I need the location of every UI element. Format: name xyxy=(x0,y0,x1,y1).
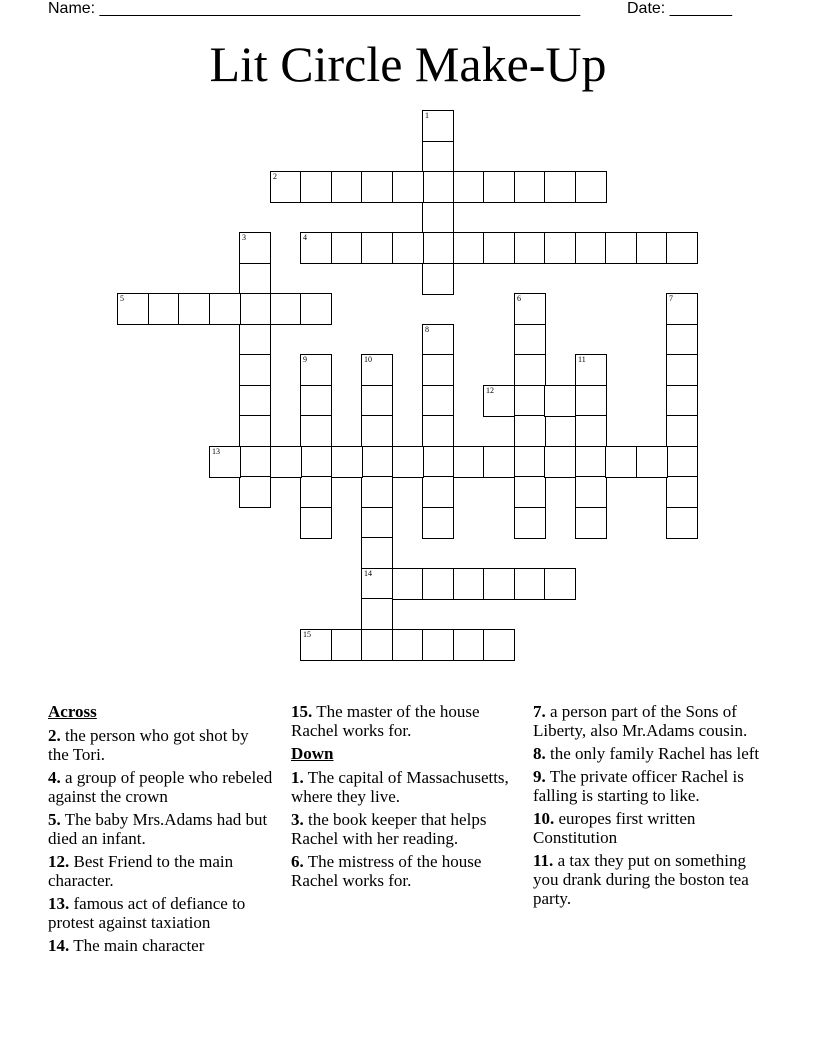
crossword-cell[interactable] xyxy=(331,232,363,264)
clue-across-14: 14. The main character xyxy=(48,936,205,955)
crossword-cell[interactable] xyxy=(514,507,546,539)
clue-column-2 xyxy=(291,702,516,894)
crossword-cell[interactable] xyxy=(422,446,454,478)
clue-across-4: 4. a group of people who rebeled against the crown xyxy=(48,768,273,806)
clue-down-11: 11. a tax they put on something you drank during the boston tea party. xyxy=(533,851,749,908)
crossword-cell[interactable] xyxy=(239,446,271,478)
crossword-cell[interactable] xyxy=(483,171,515,203)
crossword-cell[interactable] xyxy=(422,476,454,508)
cell-number: 3 xyxy=(242,233,246,242)
crossword-cell[interactable] xyxy=(575,171,607,203)
crossword-cell[interactable] xyxy=(575,232,607,264)
clue-down-10: 10. europes first written Constitution xyxy=(533,809,696,847)
crossword-cell[interactable] xyxy=(514,568,546,600)
crossword-cell[interactable] xyxy=(666,232,698,264)
crossword-cell[interactable] xyxy=(239,354,271,386)
crossword-cell[interactable] xyxy=(239,324,271,356)
crossword-cell[interactable] xyxy=(453,568,485,600)
clue-across-13: 13. famous act of defiance to protest against taxiation xyxy=(48,894,246,932)
crossword-cell[interactable] xyxy=(361,385,393,417)
crossword-cell[interactable] xyxy=(575,415,607,447)
crossword-cell[interactable] xyxy=(361,476,393,508)
crossword-cell[interactable] xyxy=(422,507,454,539)
crossword-cell[interactable] xyxy=(300,354,332,386)
crossword-cell[interactable] xyxy=(361,446,393,478)
crossword-cell[interactable] xyxy=(300,629,332,661)
across-heading: Across xyxy=(48,702,97,721)
crossword-cell[interactable] xyxy=(453,232,485,264)
crossword-cell[interactable] xyxy=(544,232,576,264)
down-heading: Down xyxy=(291,744,334,763)
crossword-cell[interactable] xyxy=(514,293,546,325)
crossword-cell[interactable] xyxy=(666,476,698,508)
crossword-cell[interactable] xyxy=(422,568,454,600)
crossword-cell[interactable] xyxy=(300,385,332,417)
crossword-cell[interactable] xyxy=(361,354,393,386)
crossword-cell[interactable] xyxy=(117,293,149,325)
crossword-cell[interactable] xyxy=(666,415,698,447)
crossword-cell[interactable] xyxy=(300,476,332,508)
crossword-cell[interactable] xyxy=(209,293,241,325)
crossword-cell[interactable] xyxy=(239,476,271,508)
cell-number: 14 xyxy=(364,569,372,578)
crossword-cell[interactable] xyxy=(422,171,454,203)
crossword-cell[interactable] xyxy=(239,293,271,325)
crossword-cell[interactable] xyxy=(514,232,546,264)
crossword-cell[interactable] xyxy=(544,171,576,203)
crossword-cell[interactable] xyxy=(361,507,393,539)
crossword-cell[interactable] xyxy=(422,415,454,447)
crossword-cell[interactable] xyxy=(239,232,271,264)
crossword-cell[interactable] xyxy=(392,568,424,600)
crossword-cell[interactable] xyxy=(636,232,668,264)
clue-down-9: 9. The private officer Rachel is falling is starting to like. xyxy=(533,767,744,805)
clue-column-1 xyxy=(48,702,273,959)
crossword-cell[interactable] xyxy=(422,141,454,173)
crossword-cell[interactable] xyxy=(361,171,393,203)
crossword-cell[interactable] xyxy=(361,598,393,630)
crossword-cell[interactable] xyxy=(270,171,302,203)
crossword-cell[interactable] xyxy=(483,629,515,661)
clue-across-12: 12. Best Friend to the main character. xyxy=(48,852,234,890)
crossword-cell[interactable] xyxy=(514,354,546,386)
cell-number: 10 xyxy=(364,355,372,364)
crossword-cell[interactable] xyxy=(514,415,546,447)
crossword-cell[interactable] xyxy=(422,629,454,661)
crossword-cell[interactable] xyxy=(178,293,210,325)
clue-column-3 xyxy=(533,702,773,912)
cell-number: 6 xyxy=(517,294,521,303)
cell-number: 11 xyxy=(578,355,586,364)
crossword-cell[interactable] xyxy=(666,385,698,417)
crossword-cell[interactable] xyxy=(514,171,546,203)
crossword-cell[interactable] xyxy=(422,110,454,142)
cell-number: 2 xyxy=(273,172,277,181)
crossword-cell[interactable] xyxy=(392,232,424,264)
cell-number: 4 xyxy=(303,233,307,242)
clue-down-3: 3. the book keeper that helps Rachel with her reading. xyxy=(291,810,487,848)
crossword-cell[interactable] xyxy=(361,415,393,447)
date-field-line: Date: _______ xyxy=(627,0,732,17)
cell-number: 1 xyxy=(425,111,429,120)
crossword-cell[interactable] xyxy=(209,446,241,478)
crossword-cell[interactable] xyxy=(148,293,180,325)
page-title: Lit Circle Make-Up xyxy=(209,36,607,92)
crossword-cell[interactable] xyxy=(544,385,576,417)
crossword-cell[interactable] xyxy=(453,446,485,478)
crossword-cell[interactable] xyxy=(605,446,637,478)
crossword-cell[interactable] xyxy=(544,568,576,600)
crossword-cell[interactable] xyxy=(270,446,302,478)
crossword-cell[interactable] xyxy=(483,568,515,600)
crossword-cell[interactable] xyxy=(239,263,271,295)
crossword-cell[interactable] xyxy=(666,293,698,325)
crossword-cell[interactable] xyxy=(514,324,546,356)
crossword-cell[interactable] xyxy=(300,446,332,478)
clue-down-1: 1. The capital of Massachusetts, where they live. xyxy=(291,768,509,806)
crossword-cell[interactable] xyxy=(483,446,515,478)
crossword-cell[interactable] xyxy=(270,293,302,325)
crossword-cell[interactable] xyxy=(300,507,332,539)
crossword-cell[interactable] xyxy=(575,385,607,417)
crossword-cell[interactable] xyxy=(575,354,607,386)
cell-number: 12 xyxy=(486,386,494,395)
crossword-cell[interactable] xyxy=(331,629,363,661)
crossword-cell[interactable] xyxy=(422,232,454,264)
crossword-cell[interactable] xyxy=(331,171,363,203)
clue-down-6: 6. The mistress of the house Rachel works for. xyxy=(291,852,482,890)
crossword-cell[interactable] xyxy=(300,293,332,325)
clue-across-2: 2. the person who got shot by the Tori. xyxy=(48,726,249,764)
crossword-cell[interactable] xyxy=(544,446,576,478)
crossword-cell[interactable] xyxy=(422,202,454,234)
crossword-cell[interactable] xyxy=(575,507,607,539)
crossword-cell[interactable] xyxy=(392,629,424,661)
crossword-cell[interactable] xyxy=(453,629,485,661)
crossword-cell[interactable] xyxy=(392,446,424,478)
crossword-cell[interactable] xyxy=(422,324,454,356)
crossword-cell[interactable] xyxy=(361,629,393,661)
crossword-cell[interactable] xyxy=(666,507,698,539)
clue-down-7: 7. a person part of the Sons of Liberty, also Mr.Adams cousin. xyxy=(533,702,748,740)
crossword-cell[interactable] xyxy=(483,385,515,417)
crossword-cell[interactable] xyxy=(483,232,515,264)
crossword-cell[interactable] xyxy=(361,568,393,600)
cell-number: 8 xyxy=(425,325,429,334)
crossword-cell[interactable] xyxy=(575,476,607,508)
clue-across-15: 15. The master of the house Rachel works for. xyxy=(291,702,480,740)
crossword-cell[interactable] xyxy=(422,263,454,295)
crossword-cell[interactable] xyxy=(666,324,698,356)
crossword-cell[interactable] xyxy=(514,446,546,478)
crossword-cell[interactable] xyxy=(361,232,393,264)
crossword-cell[interactable] xyxy=(300,232,332,264)
crossword-cell[interactable] xyxy=(514,476,546,508)
crossword-cell[interactable] xyxy=(666,446,698,478)
crossword-cell[interactable] xyxy=(300,415,332,447)
crossword-cell[interactable] xyxy=(666,354,698,386)
crossword-cell[interactable] xyxy=(575,446,607,478)
cell-number: 5 xyxy=(120,294,124,303)
crossword-cell[interactable] xyxy=(636,446,668,478)
crossword-cell[interactable] xyxy=(239,385,271,417)
crossword-cell[interactable] xyxy=(392,171,424,203)
crossword-cell[interactable] xyxy=(422,354,454,386)
crossword-cell[interactable] xyxy=(239,415,271,447)
cell-number: 7 xyxy=(669,294,673,303)
clue-across-5: 5. The baby Mrs.Adams had but died an infant. xyxy=(48,810,268,848)
name-field-line: Name: ______________________________________________________ xyxy=(48,0,581,17)
clue-down-8: 8. the only family Rachel has left xyxy=(533,744,760,763)
crossword-cell[interactable] xyxy=(361,537,393,569)
cell-number: 9 xyxy=(303,355,307,364)
crossword-cell[interactable] xyxy=(331,446,363,478)
crossword-cell[interactable] xyxy=(300,171,332,203)
crossword-cell[interactable] xyxy=(422,385,454,417)
crossword-cell[interactable] xyxy=(605,232,637,264)
crossword-cell[interactable] xyxy=(514,385,546,417)
crossword-cell[interactable] xyxy=(453,171,485,203)
cell-number: 13 xyxy=(212,447,220,456)
cell-number: 15 xyxy=(303,630,311,639)
